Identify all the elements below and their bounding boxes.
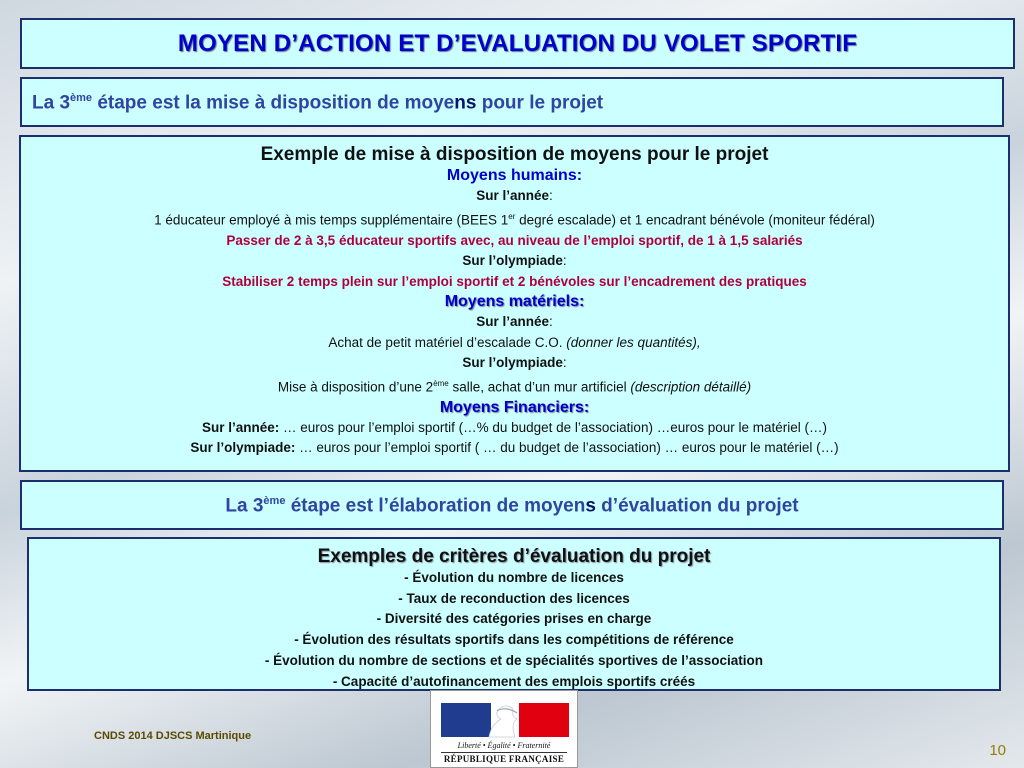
human-year-highlight: Passer de 2 à 3,5 éducateur sportifs avec, au niveau de l’emploi sportif, de 1 à 1,5 salariés bbox=[226, 232, 803, 248]
step-one-text: étape est la mise à disposition de moye bbox=[92, 92, 455, 114]
step-two-text: étape est l’élaboration de moyen bbox=[285, 495, 586, 517]
step-two-sup: ème bbox=[263, 495, 286, 507]
step-one-text-end: pour le projet bbox=[476, 92, 604, 114]
criteria-item: - Évolution du nombre de licences bbox=[404, 570, 624, 585]
financial-olympiad-text: … euros pour l’emploi sportif ( … du budget de l’association) … euros pour le matériel (…) bbox=[295, 440, 839, 455]
material-year-detail-italic: (donner les quantités), bbox=[566, 334, 701, 350]
human-year-detail bbox=[21, 207, 1008, 231]
material-olympiad-detail bbox=[21, 374, 1008, 398]
human-olympiad-highlight: Stabiliser 2 temps plein sur l’emploi sportif et 2 bénévoles sur l’encadrement des pratiques bbox=[222, 273, 807, 289]
material-olympiad-label-line bbox=[21, 353, 1008, 374]
republique-francaise-logo bbox=[430, 690, 578, 768]
marianne-flag-icon bbox=[437, 697, 573, 739]
step-two-text-dark: s bbox=[585, 495, 596, 517]
material-resources-heading: Moyens matériels: bbox=[444, 293, 585, 310]
step-one-prefix: La 3 bbox=[32, 92, 71, 114]
footer-caption: CNDS 2014 DJSCS Martinique bbox=[94, 730, 252, 742]
financial-year-line bbox=[21, 418, 1008, 439]
evaluation-criteria-title: Exemples de critères d’évaluation du projet bbox=[317, 546, 711, 567]
financial-resources-heading: Moyens Financiers: bbox=[439, 398, 590, 416]
human-year-detail-a: 1 éducateur employé à mis temps supplémentaire (BEES 1 bbox=[154, 212, 509, 227]
slide-title: MOYEN D’ACTION ET D’EVALUATION DU VOLET SPORTIF bbox=[177, 30, 858, 57]
material-year-label-line bbox=[21, 312, 1008, 333]
financial-olympiad-line bbox=[21, 438, 1008, 459]
material-olympiad-detail-sup: ème bbox=[433, 378, 449, 388]
financial-year-label: Sur l’année: bbox=[201, 419, 280, 435]
human-olympiad-colon: : bbox=[562, 253, 567, 268]
example-resources-title: Exemple de mise à disposition de moyens pour le projet bbox=[260, 144, 769, 165]
material-olympiad-colon: : bbox=[562, 355, 567, 370]
page-number: 10 bbox=[989, 742, 1006, 759]
evaluation-criteria-panel bbox=[27, 537, 1001, 691]
material-olympiad-detail-b: salle, achat d’un mur artificiel bbox=[448, 379, 631, 394]
material-year-detail bbox=[21, 333, 1008, 354]
logo-name: RÉPUBLIQUE FRANÇAISE bbox=[443, 754, 565, 764]
human-year-detail-b: degré escalade) et 1 encadrant bénévole (moniteur fédéral) bbox=[515, 212, 875, 227]
material-year-detail-text: Achat de petit matériel d’escalade C.O. bbox=[328, 334, 567, 350]
logo-divider bbox=[441, 752, 567, 753]
criteria-item: - Taux de reconduction des licences bbox=[398, 590, 630, 606]
step-two-prefix: La 3 bbox=[225, 495, 264, 517]
financial-year-text: … euros pour l’emploi sportif (…% du budget de l’association) …euros pour le matériel (…) bbox=[279, 419, 828, 435]
step-one-text-dark: ns bbox=[454, 92, 477, 114]
step-two-banner bbox=[20, 480, 1004, 530]
material-year-label: Sur l’année bbox=[476, 314, 549, 329]
title-banner bbox=[20, 18, 1015, 69]
human-year-detail-sup: er bbox=[508, 211, 516, 221]
material-olympiad-label: Sur l’olympiade bbox=[462, 355, 563, 370]
example-resources-panel bbox=[19, 135, 1010, 472]
logo-motto: Liberté • Égalité • Fraternité bbox=[457, 741, 551, 750]
criteria-item: - Diversité des catégories prises en charge bbox=[376, 611, 652, 627]
step-two-text-end: d’évaluation du projet bbox=[595, 495, 799, 517]
human-year-label-line bbox=[21, 186, 1008, 207]
material-olympiad-detail-italic: (description détaillé) bbox=[630, 379, 752, 394]
human-resources-heading: Moyens humains: bbox=[446, 167, 583, 184]
human-olympiad-label-line bbox=[21, 251, 1008, 272]
human-olympiad-label: Sur l’olympiade bbox=[462, 253, 563, 268]
step-one-sup: ème bbox=[70, 92, 93, 104]
criteria-item: - Évolution des résultats sportifs dans les compétitions de référence bbox=[294, 632, 734, 648]
human-year-colon: : bbox=[549, 188, 553, 203]
human-year-label: Sur l’année bbox=[476, 188, 549, 203]
financial-olympiad-label: Sur l’olympiade: bbox=[190, 440, 296, 455]
material-year-colon: : bbox=[549, 314, 553, 329]
step-one-banner bbox=[20, 77, 1004, 127]
criteria-item: - Capacité d’autofinancement des emplois sportifs créés bbox=[332, 673, 696, 689]
criteria-item: - Évolution du nombre de sections et de spécialités sportives de l’association bbox=[264, 652, 764, 668]
material-olympiad-detail-a: Mise à disposition d’une 2 bbox=[277, 379, 434, 394]
